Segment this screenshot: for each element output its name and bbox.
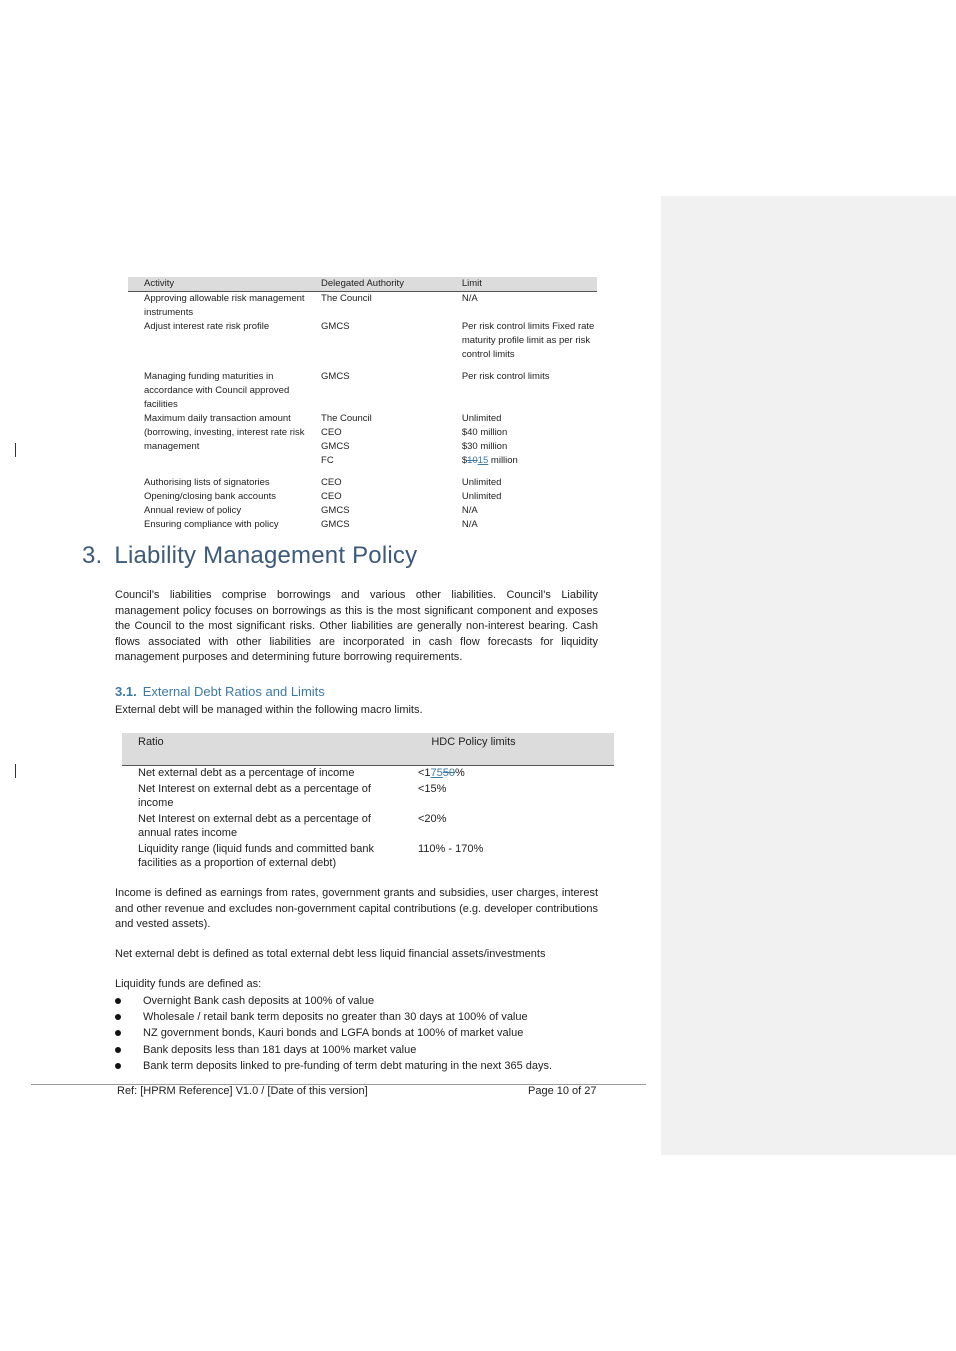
subsection-title: External Debt Ratios and Limits — [142, 684, 325, 699]
table-row — [122, 842, 614, 872]
limit-line: $40 million — [461, 427, 508, 438]
table-row — [128, 518, 597, 532]
list-item — [115, 1058, 552, 1074]
authority-cell: GMCS — [321, 505, 350, 516]
list-item-text: Bank deposits less than 181 days at 100% market value — [143, 1043, 417, 1056]
limit-cell — [403, 766, 614, 783]
bullet-icon — [115, 1063, 121, 1069]
bullet-icon — [115, 1047, 121, 1053]
fc-limit-suffix: million — [488, 455, 518, 466]
footer-reference: Ref: [HPRM Reference] V1.0 / [Date of this version] — [117, 1085, 368, 1097]
limit-cell: Per risk control limits — [461, 371, 550, 382]
activity-cell: Ensuring compliance with policy — [144, 519, 279, 530]
tracked-insertion: 75 — [430, 767, 443, 779]
list-item — [115, 993, 552, 1009]
limit-line-tracked — [462, 454, 597, 468]
authority-cell: GMCS — [321, 371, 350, 382]
column-header: Limit — [446, 277, 597, 292]
comment-pane — [661, 196, 956, 1155]
change-bar — [15, 764, 16, 778]
page-number: Page 10 of 27 — [528, 1085, 597, 1097]
limit-cell: N/A — [461, 293, 478, 304]
tracked-deletion: 50 — [442, 767, 456, 779]
limit-cell: Unlimited — [461, 477, 502, 488]
bullet-icon — [115, 998, 121, 1004]
column-header: Delegated Authority — [305, 277, 446, 292]
list-item — [115, 1042, 552, 1058]
limit-cell: N/A — [461, 505, 478, 516]
ratio-cell: Liquidity range (liquid funds and committed bank facilities as a proportion of external debt) — [138, 843, 375, 869]
activity-cell: Approving allowable risk management instruments — [144, 293, 305, 318]
activity-cell: Maximum daily transaction amount (borrowing, investing, interest rate risk management — [144, 413, 305, 452]
change-bar — [15, 443, 16, 457]
ratio-cell: Net external debt as a percentage of income — [138, 767, 355, 779]
list-item-text: NZ government bonds, Kauri bonds and LGFA bonds at 100% of market value — [143, 1027, 524, 1040]
limit-cell — [446, 412, 597, 476]
activity-cell: Authorising lists of signatories — [144, 477, 270, 488]
column-header: HDC Policy limits — [403, 733, 614, 766]
limit-line: $30 million — [461, 441, 508, 452]
section-intro-paragraph: Council’s liabilities comprise borrowings and various other liabilities. Council’s Liability management policy focuses on borrowings as this is the most significant component and exposes the Council to the most significant risks. Other liabilities are generally non-interest bearing. Cash flows associated with other liabilities are incorporated in cash flow forecasts for liquidity management purposes and determining future borrowing requirements. — [115, 589, 598, 663]
tracked-insertion: 15 — [477, 455, 489, 466]
table-row — [128, 370, 597, 412]
limit-cell: Per risk control limits Fixed rate maturity profile limit as per risk control limits — [461, 321, 595, 360]
activity-cell: Adjust interest rate risk profile — [144, 321, 270, 332]
authority-cell: CEO — [321, 477, 342, 488]
activity-cell: Managing funding maturities in accordance with Council approved facilities — [144, 371, 290, 410]
liquidity-intro: Liquidity funds are defined as: — [115, 978, 262, 990]
limit-suffix: % — [455, 767, 465, 779]
authority-line: The Council — [321, 413, 372, 424]
subsection-intro: External debt will be managed within the following macro limits. — [115, 704, 423, 716]
ratio-cell: Net Interest on external debt as a percentage of annual rates income — [138, 813, 371, 839]
limit-line: Unlimited — [461, 413, 502, 424]
limit-cell: 110% - 170% — [418, 843, 484, 855]
table-row — [128, 476, 597, 490]
fc-limit-prefix: $ — [461, 455, 468, 466]
liquidity-list — [115, 993, 552, 1074]
delegation-table — [128, 277, 597, 532]
list-item — [115, 1009, 552, 1025]
column-header: Activity — [128, 277, 305, 292]
limit-cell: Unlimited — [461, 491, 502, 502]
table-row — [128, 504, 597, 518]
ratio-table — [122, 733, 614, 872]
net-debt-definition: Net external debt is defined as total external debt less liquid financial assets/investments — [115, 948, 546, 960]
activity-cell: Annual review of policy — [144, 505, 242, 516]
section-title: Liability Management Policy — [114, 542, 418, 569]
table-header-row — [122, 733, 614, 766]
limit-prefix: <1 — [418, 767, 431, 779]
authority-line: GMCS — [321, 441, 350, 452]
income-definition: Income is defined as earnings from rates, government grants and subsidies, user charges, interest and other revenue and excludes non-government capital contributions (e.g. developer contributions and vested assets). — [115, 887, 598, 930]
authority-cell: GMCS — [321, 321, 350, 332]
list-item-text: Wholesale / retail bank term deposits no greater than 30 days at 100% of value — [143, 1011, 528, 1024]
authority-cell: The Council — [321, 293, 372, 304]
table-row — [122, 766, 614, 783]
subsection-number: 3.1. — [115, 684, 137, 699]
table-row — [128, 292, 597, 321]
table-header-row — [128, 277, 597, 292]
table-row — [128, 490, 597, 504]
section-number: 3. — [82, 542, 103, 569]
authority-cell: CEO — [321, 491, 342, 502]
column-header: Ratio — [122, 733, 403, 766]
table-row — [122, 812, 614, 842]
authority-cell — [305, 412, 446, 476]
limit-cell: <15% — [418, 783, 447, 795]
authority-line: CEO — [321, 427, 342, 438]
authority-cell: GMCS — [321, 519, 350, 530]
bullet-icon — [115, 1014, 121, 1020]
authority-line: FC — [321, 455, 334, 466]
bullet-icon — [115, 1030, 121, 1036]
list-item — [115, 1025, 552, 1041]
table-row — [128, 320, 597, 370]
limit-cell: N/A — [461, 519, 478, 530]
ratio-cell: Net Interest on external debt as a percentage of income — [138, 783, 371, 809]
tracked-deletion: 10 — [467, 455, 478, 466]
activity-cell: Opening/closing bank accounts — [144, 491, 277, 502]
limit-cell: <20% — [418, 813, 447, 825]
table-row — [128, 412, 597, 476]
table-row — [122, 782, 614, 812]
section-heading — [82, 542, 417, 570]
list-item-text: Overnight Bank cash deposits at 100% of value — [143, 995, 375, 1007]
list-item-text: Bank term deposits linked to pre-funding of term debt maturing in the next 365 days. — [143, 1059, 553, 1072]
subsection-heading — [115, 684, 325, 699]
